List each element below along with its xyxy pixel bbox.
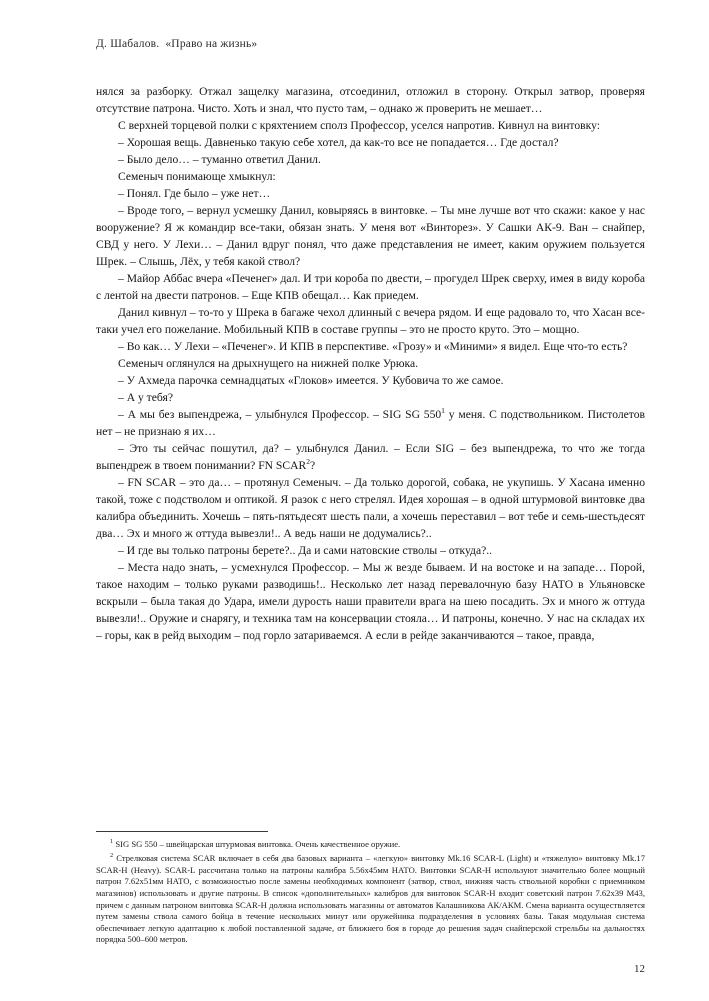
body-paragraph: С верхней торцевой полки с кряхтением сполз Профессор, уселся напротив. Кивнул на винтовку: <box>118 118 600 132</box>
body-paragraph: – А мы без выпендрежа, – улыбнулся Профессор. – SIG SG $550^1$ у меня. С подствольником. Пистолетов нет – не признаю я их… <box>96 405 645 438</box>
body-paragraph: – Это ты сейчас пошутил, да? – улыбнулся Данил. – Если SIG – без выпендрежа, то что же тогда выпендреж в твоем понимании? FN SCAR$^2$? <box>96 441 645 472</box>
footnote-marker: 1 <box>110 837 114 845</box>
body-paragraph: – У Ахмеда парочка семнадцатых «Глоков» имеется. У Кубовича то же самое. <box>118 373 504 387</box>
footnote-zone <box>96 831 645 949</box>
footnote: $^1$ SIG SG 550 – швейцарская штурмовая винтовка. Очень качественное оружие. <box>110 837 401 849</box>
running-head-title: «Право на жизнь» <box>165 38 258 50</box>
running-head <box>96 38 645 50</box>
footnote-rule <box>96 831 268 832</box>
footnote-marker: 2 <box>110 852 114 860</box>
body-paragraph: – Майор Аббас вчера «Печенег» дал. И три короба по двести, – прогудел Шрек сверху, имея в виду короба с лентой на двести патронов. – Еще КПВ обещал… Как приедем. <box>96 271 645 302</box>
body-paragraph: – Места надо знать, – усмехнулся Профессор. – Мы ж везде бываем. И на востоке и на западе… Порой, такое находим – только руками разводишь!.. Несколько лет назад перевалочную базу НАТО в Ульяновске вскрыли – была такая до Удара, имели дурость наши правители врага на шею посадить. Эх и много ж оттуда вывезли!.. Оружие и снарягу, и техника там на консервации стояла… И патроны, конечно. У нас на складах их – горы, как в рейд выходим – под горло затариваемся. А если в рейде заканчиваются – такое, правда, <box>96 560 645 642</box>
body-paragraph: – И где вы только патроны берете?.. Да и сами натовские стволы – откуда?.. <box>118 543 493 557</box>
body-paragraph: Семеныч понимающе хмыкнул: <box>118 169 276 183</box>
body-paragraph: – Понял. Где было – уже нет… <box>118 186 271 200</box>
body-paragraph: Семеныч оглянулся на дрыхнущего на нижней полке Урюка. <box>118 356 419 370</box>
body-paragraph: – Во как… У Лехи – «Печенег». И КПВ в перспективе. «Грозу» и «Миними» я видел. Еще что-то есть? <box>118 339 628 353</box>
body-paragraph: – Вроде того, – вернул усмешку Данил, ковыряясь в винтовке. – Ты мне лучше вот что скажи: какое у нас вооружение? Я ж командир все-таки, обязан знать. У меня вот «Винторез». У Сашки АК-9. Ван – снайпер, СВД у него. У Лехи… – Данил вдруг понял, что даже представления не имеет, каким оружием пользуется Шрек. – Слышь, Лёх, у тебя какой ствол? <box>96 203 645 268</box>
footnote: $^2$ Стрелковая система SCAR включает в себя два базовых варианта – «легкую» винтовку Mk.16 SCAR-L (Light) и «тяжелую» винтовку Mk.17 SCAR-H (Heavy). SCAR-L рассчитана только на патроны калибра 5.56х45мм НАТО. Винтовки SCAR-H используют значительно более мощный патрон 7.62х51мм НАТО, с возможностью после замены необходимых компонент (затвор, ствол, нижняя часть ствольной коробки с приемником магазинов) использовать и другие патроны. В список «дополнительных» калибров для винтовок SCAR-H входит советский патрон 7.62х39 M43, причем с данным патроном винтовка SCAR-H должна использовать магазины от автоматов Калашникова АК/АКМ. Смена варианта осуществляется путем замены ствола самого бойца в течение нескольких минут или оружейника подразделения в условиях базы. Такая модульная система обеспечивает легкую адаптацию к любой поставленной задаче, от ближнего боя в городе до решения задач снайперской стрельбы на дальностях порядка 500–600 метров. <box>96 852 645 945</box>
body-paragraph: нялся за разборку. Отжал защелку магазина, отсоединил, отложил в сторону. Открыл затвор, проверяя отсутствие патрона. Чисто. Хоть и знал, что пусто там, – однако ж проверить не мешает… <box>96 85 645 115</box>
body-text <box>96 84 645 644</box>
body-paragraph: – FN SCAR – это да… – протянул Семеныч. – Да только дорогой, собака, не укупишь. У Хасана именно такой, тоже с подстволом и оптикой. Я разок с него стрелял. Идея хорошая – в одной штурмовой винтовке два калибра объединить. Хочешь – пять-пятьдесят шесть пали, а хочешь переставил – вот тебе и семь-шестьдесят два… Эх и много ж оттуда вывезли!.. А ведь наши не додумались?.. <box>96 475 645 540</box>
running-head-author: Д. Шабалов. <box>96 38 160 50</box>
page-number: 12 <box>634 963 645 975</box>
body-paragraph: – А у тебя? <box>118 390 173 404</box>
body-paragraph: – Хорошая вещь. Давненько такую себе хотел, да как-то все не попадается… Где достал? <box>118 135 559 149</box>
body-paragraph: – Было дело… – туманно ответил Данил. <box>118 152 321 166</box>
body-paragraph: Данил кивнул – то-то у Шрека в багаже чехол длинный с вечера рядом. И еще радовало то, что Хасан все-таки учел его пожелание. Мобильный КПВ в составе группы – это не просто круто. Это – мощно. <box>96 305 645 336</box>
